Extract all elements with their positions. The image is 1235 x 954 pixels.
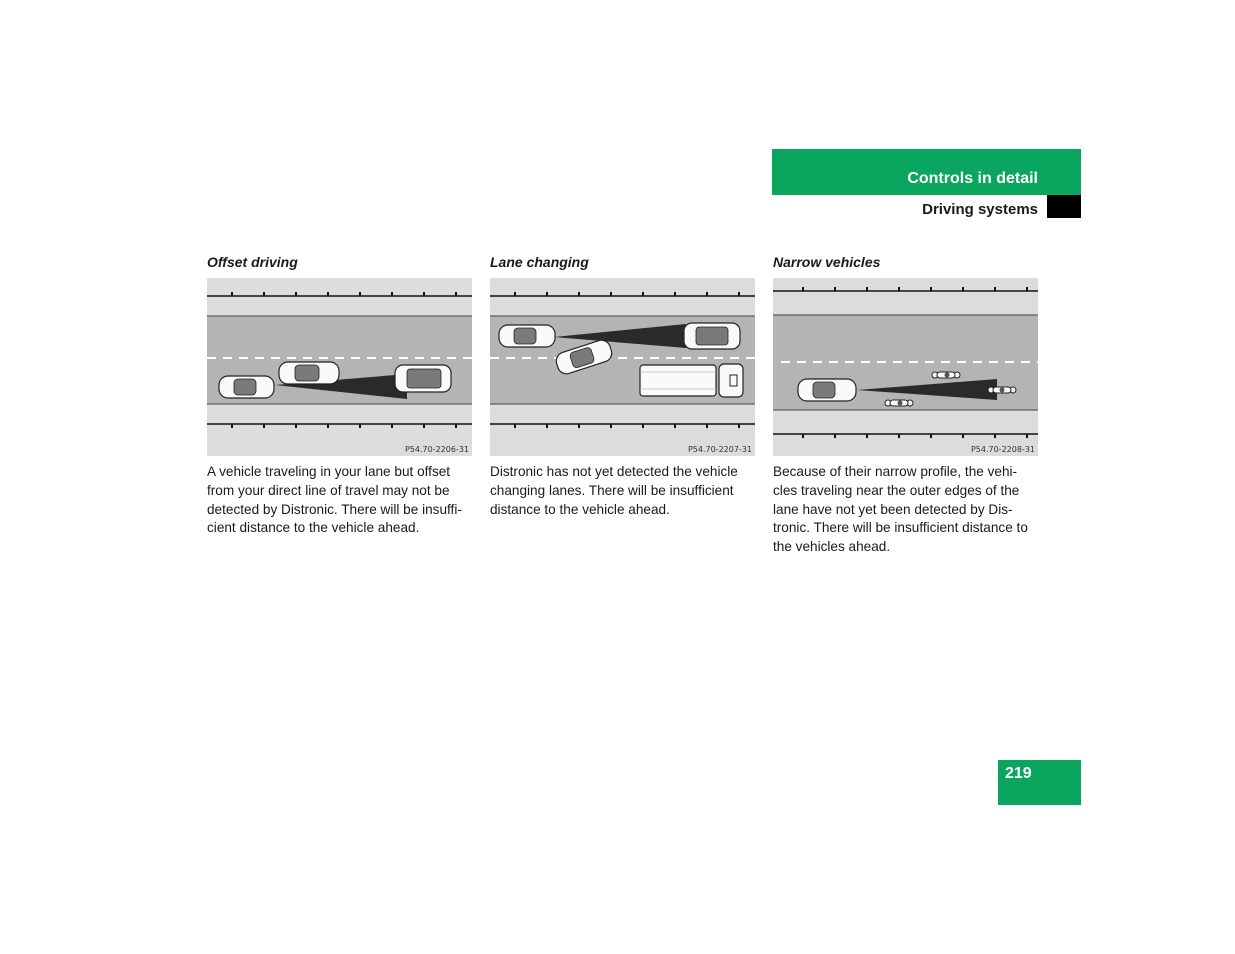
figure-code: P54.70-2206-31 [404,445,469,454]
truck [640,364,743,397]
section-marker [1047,195,1081,218]
section-title: Controls in detail [907,170,1038,187]
column-heading: Offset driving [207,254,298,270]
column-offset-driving [207,253,475,538]
column-lane-changing [490,253,758,519]
figure-code: P54.70-2207-31 [687,445,752,454]
column-body: Because of their narrow profile, the vehi-cles traveling near the outer edges of the lane have not yet been detected by Dis-tronic. There will be insufficient distance to the vehicles ahead. [773,464,1028,555]
car-ahead [684,323,740,349]
page-number: 219 [1005,765,1032,782]
subsection-title: Driving systems [922,201,1038,218]
figure-narrow-vehicles [773,278,1038,456]
own-car [219,376,274,398]
own-car [798,379,856,401]
column-body: Distronic has not yet detected the vehicle changing lanes. There will be insufficient distance to the vehicle ahead. [490,464,738,517]
column-heading: Lane changing [490,254,589,270]
column-narrow-vehicles [773,253,1041,557]
figure-offset-driving [207,278,472,456]
offset-vehicle [395,365,451,392]
section-header-bar [772,149,1081,195]
page-number-box [998,760,1081,805]
car-ahead [279,362,339,384]
column-heading: Narrow vehicles [773,254,881,270]
motorcycle-left [932,372,960,378]
column-body: A vehicle traveling in your lane but offset from your direct line of travel may not be detected by Distronic. There will be insuffi-cient distance to the vehicle ahead. [207,464,462,536]
motorcycle-right [885,400,913,406]
motorcycle-ahead [988,387,1016,393]
figure-code: P54.70-2208-31 [970,445,1035,454]
own-car [499,325,555,347]
figure-lane-changing [490,278,755,456]
